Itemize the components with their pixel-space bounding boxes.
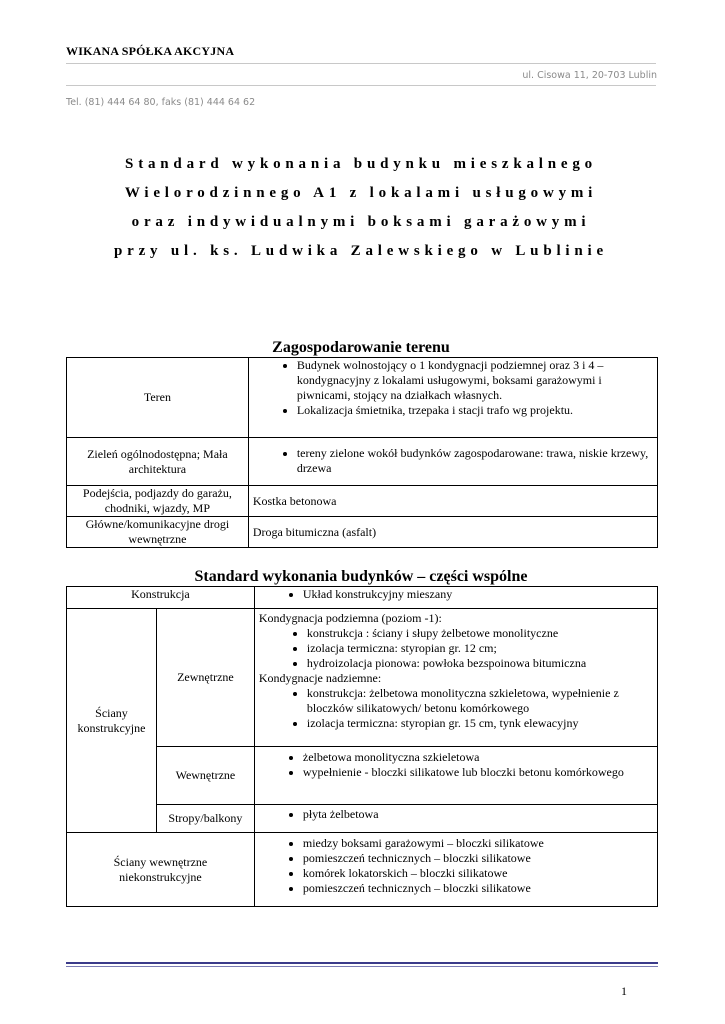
list-item: • Lokalizacja śmietnika, trzepaka i stacji trafo wg projektu.: [297, 403, 653, 418]
row-value: Droga bitumiczna (asfalt): [248, 517, 657, 548]
row-label: Zieleń ogólnodostępna; Mała architektura: [67, 438, 249, 486]
list-item: • miedzy boksami garażowymi – bloczki silikatowe: [303, 836, 653, 851]
list-item: • żelbetowa monolityczna szkieletowa: [303, 750, 653, 765]
row-value: Kostka betonowa: [248, 486, 657, 517]
bullet-list: [259, 686, 653, 731]
company-address: ul. Cisowa 11, 20-703 Lublin: [522, 70, 657, 81]
sub-label: Wewnętrzne: [156, 747, 254, 805]
bullet-list: [259, 836, 653, 896]
row-label: Podejścia, podjazdy do garażu, chodniki, wjazdy, MP: [67, 486, 249, 517]
list-item: • pomieszczeń technicznych – bloczki silikatowe: [303, 851, 653, 866]
sub-label: Zewnętrzne: [156, 609, 254, 747]
site-table: [66, 357, 658, 548]
list-item: • konstrukcja: żelbetowa monolityczna szkieletowa, wypełnienie z bloczków silikatowych/ betonu komórkowego: [307, 686, 653, 716]
row-label: Ściany konstrukcyjne: [67, 609, 157, 833]
document-title: [66, 150, 656, 266]
list-item: • tereny zielone wokół budynków zagospodarowane: trawa, niskie krzewy, drzewa: [297, 446, 653, 476]
company-name: WIKANA SPÓŁKA AKCYJNA: [66, 44, 235, 58]
list-item: • Układ konstrukcyjny mieszany: [303, 587, 653, 602]
list-item: • hydroizolacja pionowa: powłoka bezspoinowa bitumiczna: [307, 656, 653, 671]
page-number: 1: [621, 984, 627, 998]
bullet-list: [259, 807, 653, 822]
company-contact: Tel. (81) 444 64 80, faks (81) 444 64 62: [66, 97, 256, 108]
table-row: [67, 833, 658, 907]
row-label: Główne/komunikacyjne drogi wewnętrzne: [67, 517, 249, 548]
table-row: [67, 486, 658, 517]
table-row: [67, 438, 658, 486]
bullet-list: [253, 446, 653, 476]
bullet-list: [259, 750, 653, 780]
title-line: oraz indywidualnymi boksami garażowymi: [131, 214, 591, 230]
subheading: Kondygnacje nadziemne:: [258, 671, 382, 685]
list-item: • płyta żelbetowa: [303, 807, 653, 822]
sub-label: Stropy/balkony: [156, 805, 254, 833]
list-item: • izolacja termiczna: styropian gr. 15 cm, tynk elewacyjny: [307, 716, 653, 731]
common-table: [66, 586, 658, 907]
table-row: [67, 587, 658, 609]
title-line: przy ul. ks. Ludwika Zalewskiego w Lublinie: [114, 243, 608, 259]
row-label: Ściany wewnętrzne niekonstrukcyjne: [67, 833, 255, 907]
bullet-list: [259, 626, 653, 671]
list-item: • wypełnienie - bloczki silikatowe lub bloczki betonu komórkowego: [303, 765, 653, 780]
list-item: • izolacja termiczna: styropian gr. 12 cm;: [307, 641, 653, 656]
bullet-list: [259, 587, 653, 602]
bullet-list: [253, 358, 653, 418]
list-item: • pomieszczeń technicznych – bloczki silikatowe: [303, 881, 653, 896]
footer-rule: [66, 962, 658, 967]
list-item: • komórek lokatorskich – bloczki silikatowe: [303, 866, 653, 881]
site-section-heading: Zagospodarowanie terenu: [272, 339, 450, 356]
header-rule: [66, 63, 656, 64]
list-item: • konstrukcja : ściany i słupy żelbetowe monolityczne: [307, 626, 653, 641]
table-row: [67, 358, 658, 438]
row-label: Teren: [67, 358, 249, 438]
subheading: Kondygnacja podziemna (poziom -1):: [258, 611, 442, 625]
title-line: Standard wykonania budynku mieszkalnego: [125, 156, 597, 172]
table-row: [67, 517, 658, 548]
list-item: • Budynek wolnostojący o 1 kondygnacji podziemnej oraz 3 i 4 – kondygnacyjny z lokalami usługowymi, boksami garażowymi i piwnicami, stojący na działkach własnych.: [297, 358, 653, 403]
common-section-heading: Standard wykonania budynków – części wspólne: [194, 568, 528, 585]
table-row: [67, 609, 658, 747]
row-label: Konstrukcja: [67, 587, 255, 609]
title-line: Wielorodzinnego A1 z lokalami usługowymi: [124, 185, 598, 201]
header-rule: [66, 85, 656, 86]
